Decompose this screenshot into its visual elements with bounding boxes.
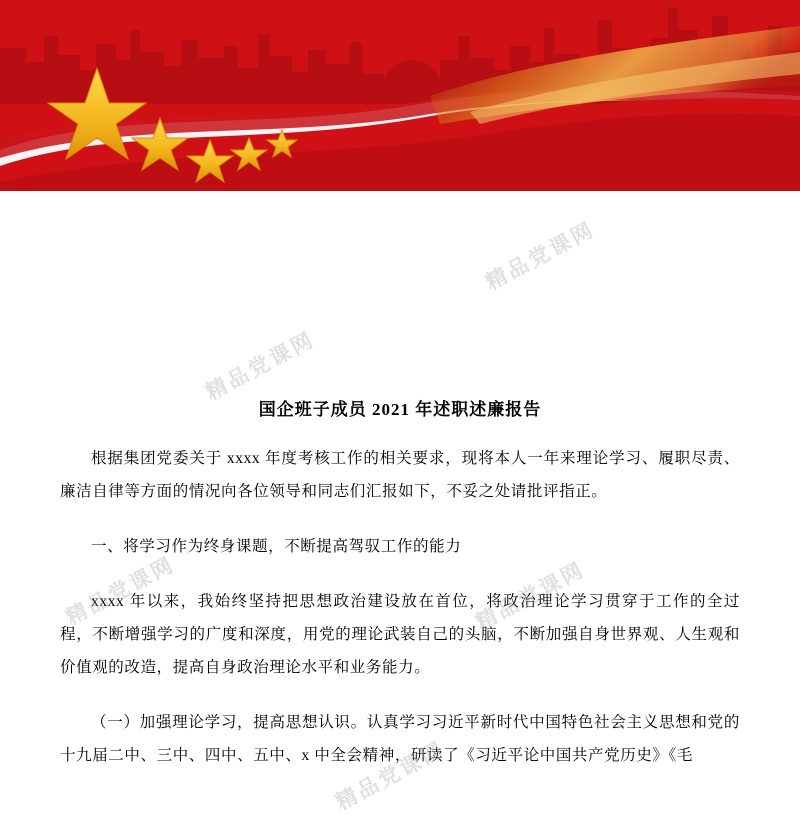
watermark: 精品党课网 <box>62 553 180 630</box>
paragraph-1: 根据集团党委关于 xxxx 年度考核工作的相关要求，现将本人一年来理论学习、履职尽责、廉洁自律等方面的情况向各位领导和同志们汇报如下，不妥之处请批评指正。 <box>60 450 740 500</box>
watermark: 精品党课网 <box>472 558 590 635</box>
watermark: 精品党课网 <box>202 328 320 405</box>
watermark: 精品党课网 <box>482 218 600 295</box>
paragraph-2: xxxx 年以来，我始终坚持把思想政治建设放在首位，将政治理论学习贯穿于工作的全过程，不断增强学习的广度和深度，用党的理论武装自己的头脑，不断加强自身世界观、人生观和价值观的改造，提高自身政治理论水平和业务能力。 <box>60 593 740 676</box>
watermark: 精品党课网 <box>332 738 450 815</box>
banner-graphic <box>0 0 800 195</box>
section-heading-1: 一、将学习作为终身课题，不断提高驾驭工作的能力 <box>91 538 462 555</box>
document-body <box>0 195 800 800</box>
paragraph-3: （一）加强理论学习，提高思想认识。认真学习习近平新时代中国特色社会主义思想和党的十九届二中、三中、四中、五中、x 中全会精神，研读了《习近平论中国共产党历史》《毛 <box>60 714 740 764</box>
page-title: 国企班子成员 2021 年述职述廉报告 <box>258 400 542 419</box>
page-banner <box>0 0 800 195</box>
